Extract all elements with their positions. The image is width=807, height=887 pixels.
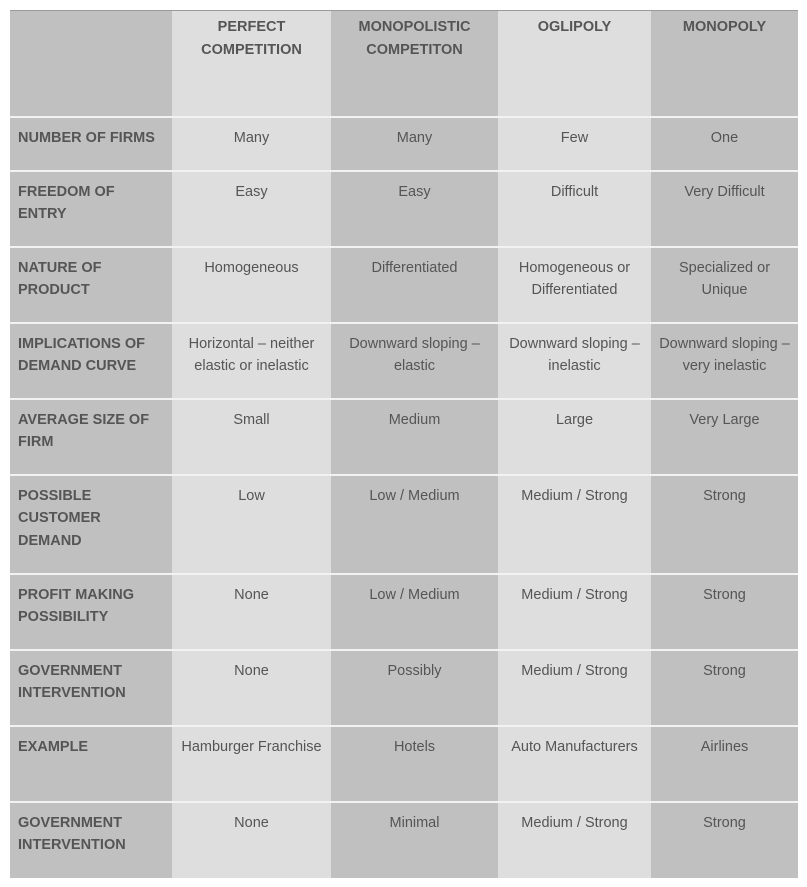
table-cell: Specialized or Unique — [651, 247, 798, 323]
row-label: NUMBER OF FIRMS — [10, 117, 172, 171]
table-cell: Strong — [651, 574, 798, 650]
table-cell: None — [172, 650, 331, 726]
table-cell: Low / Medium — [331, 574, 498, 650]
row-label: POSSIBLE CUSTOMER DEMAND — [10, 475, 172, 574]
row-label: GOVERNMENT INTERVENTION — [10, 650, 172, 726]
row-label: EXAMPLE — [10, 726, 172, 802]
table-row — [10, 802, 798, 878]
table-cell: Auto Manufacturers — [498, 726, 651, 802]
table-cell: Strong — [651, 475, 798, 574]
table-cell: Easy — [331, 171, 498, 247]
table-cell: Low — [172, 475, 331, 574]
table-cell: Differentiated — [331, 247, 498, 323]
table-cell: Strong — [651, 650, 798, 726]
table-row — [10, 323, 798, 399]
row-label: NATURE OF PRODUCT — [10, 247, 172, 323]
table-cell: None — [172, 574, 331, 650]
table-cell: Homogeneous or Differentiated — [498, 247, 651, 323]
table-cell: Medium / Strong — [498, 650, 651, 726]
table-cell: Medium / Strong — [498, 475, 651, 574]
table-cell: Difficult — [498, 171, 651, 247]
table-row — [10, 399, 798, 475]
table-cell: Hamburger Franchise — [172, 726, 331, 802]
table-cell: Very Difficult — [651, 171, 798, 247]
header-row — [10, 11, 798, 117]
table-cell: Medium / Strong — [498, 802, 651, 878]
table-cell: Small — [172, 399, 331, 475]
table-cell: Low / Medium — [331, 475, 498, 574]
table-cell: Strong — [651, 802, 798, 878]
col-header-monopoly: MONOPOLY — [651, 11, 798, 117]
table-row — [10, 726, 798, 802]
market-structure-table — [10, 10, 798, 878]
table-cell: Large — [498, 399, 651, 475]
table-row — [10, 650, 798, 726]
col-header-monopolistic-competition: MONOPOLISTIC COMPETITON — [331, 11, 498, 117]
table-cell: Very Large — [651, 399, 798, 475]
table-cell: Downward sloping – elastic — [331, 323, 498, 399]
table-cell: Easy — [172, 171, 331, 247]
table-row — [10, 574, 798, 650]
row-label: GOVERNMENT INTERVENTION — [10, 802, 172, 878]
table-cell: Many — [172, 117, 331, 171]
table-cell: One — [651, 117, 798, 171]
table-cell: Medium — [331, 399, 498, 475]
table-row — [10, 117, 798, 171]
table-row — [10, 475, 798, 574]
table-cell: Medium / Strong — [498, 574, 651, 650]
table-cell: Downward sloping – inelastic — [498, 323, 651, 399]
table-cell: None — [172, 802, 331, 878]
table-cell: Airlines — [651, 726, 798, 802]
row-label: PROFIT MAKING POSSIBILITY — [10, 574, 172, 650]
col-header-oligopoly: OGLIPOLY — [498, 11, 651, 117]
table-cell: Possibly — [331, 650, 498, 726]
corner-cell — [10, 11, 172, 117]
table-row — [10, 247, 798, 323]
col-header-perfect-competition: PERFECT COMPETITION — [172, 11, 331, 117]
table-cell: Few — [498, 117, 651, 171]
table-cell: Hotels — [331, 726, 498, 802]
row-label: AVERAGE SIZE OF FIRM — [10, 399, 172, 475]
table-cell: Minimal — [331, 802, 498, 878]
row-label: IMPLICATIONS OF DEMAND CURVE — [10, 323, 172, 399]
table-cell: Horizontal – neither elastic or inelastic — [172, 323, 331, 399]
table-cell: Homogeneous — [172, 247, 331, 323]
table-cell: Many — [331, 117, 498, 171]
row-label: FREEDOM OF ENTRY — [10, 171, 172, 247]
table-row — [10, 171, 798, 247]
table-cell: Downward sloping – very inelastic — [651, 323, 798, 399]
